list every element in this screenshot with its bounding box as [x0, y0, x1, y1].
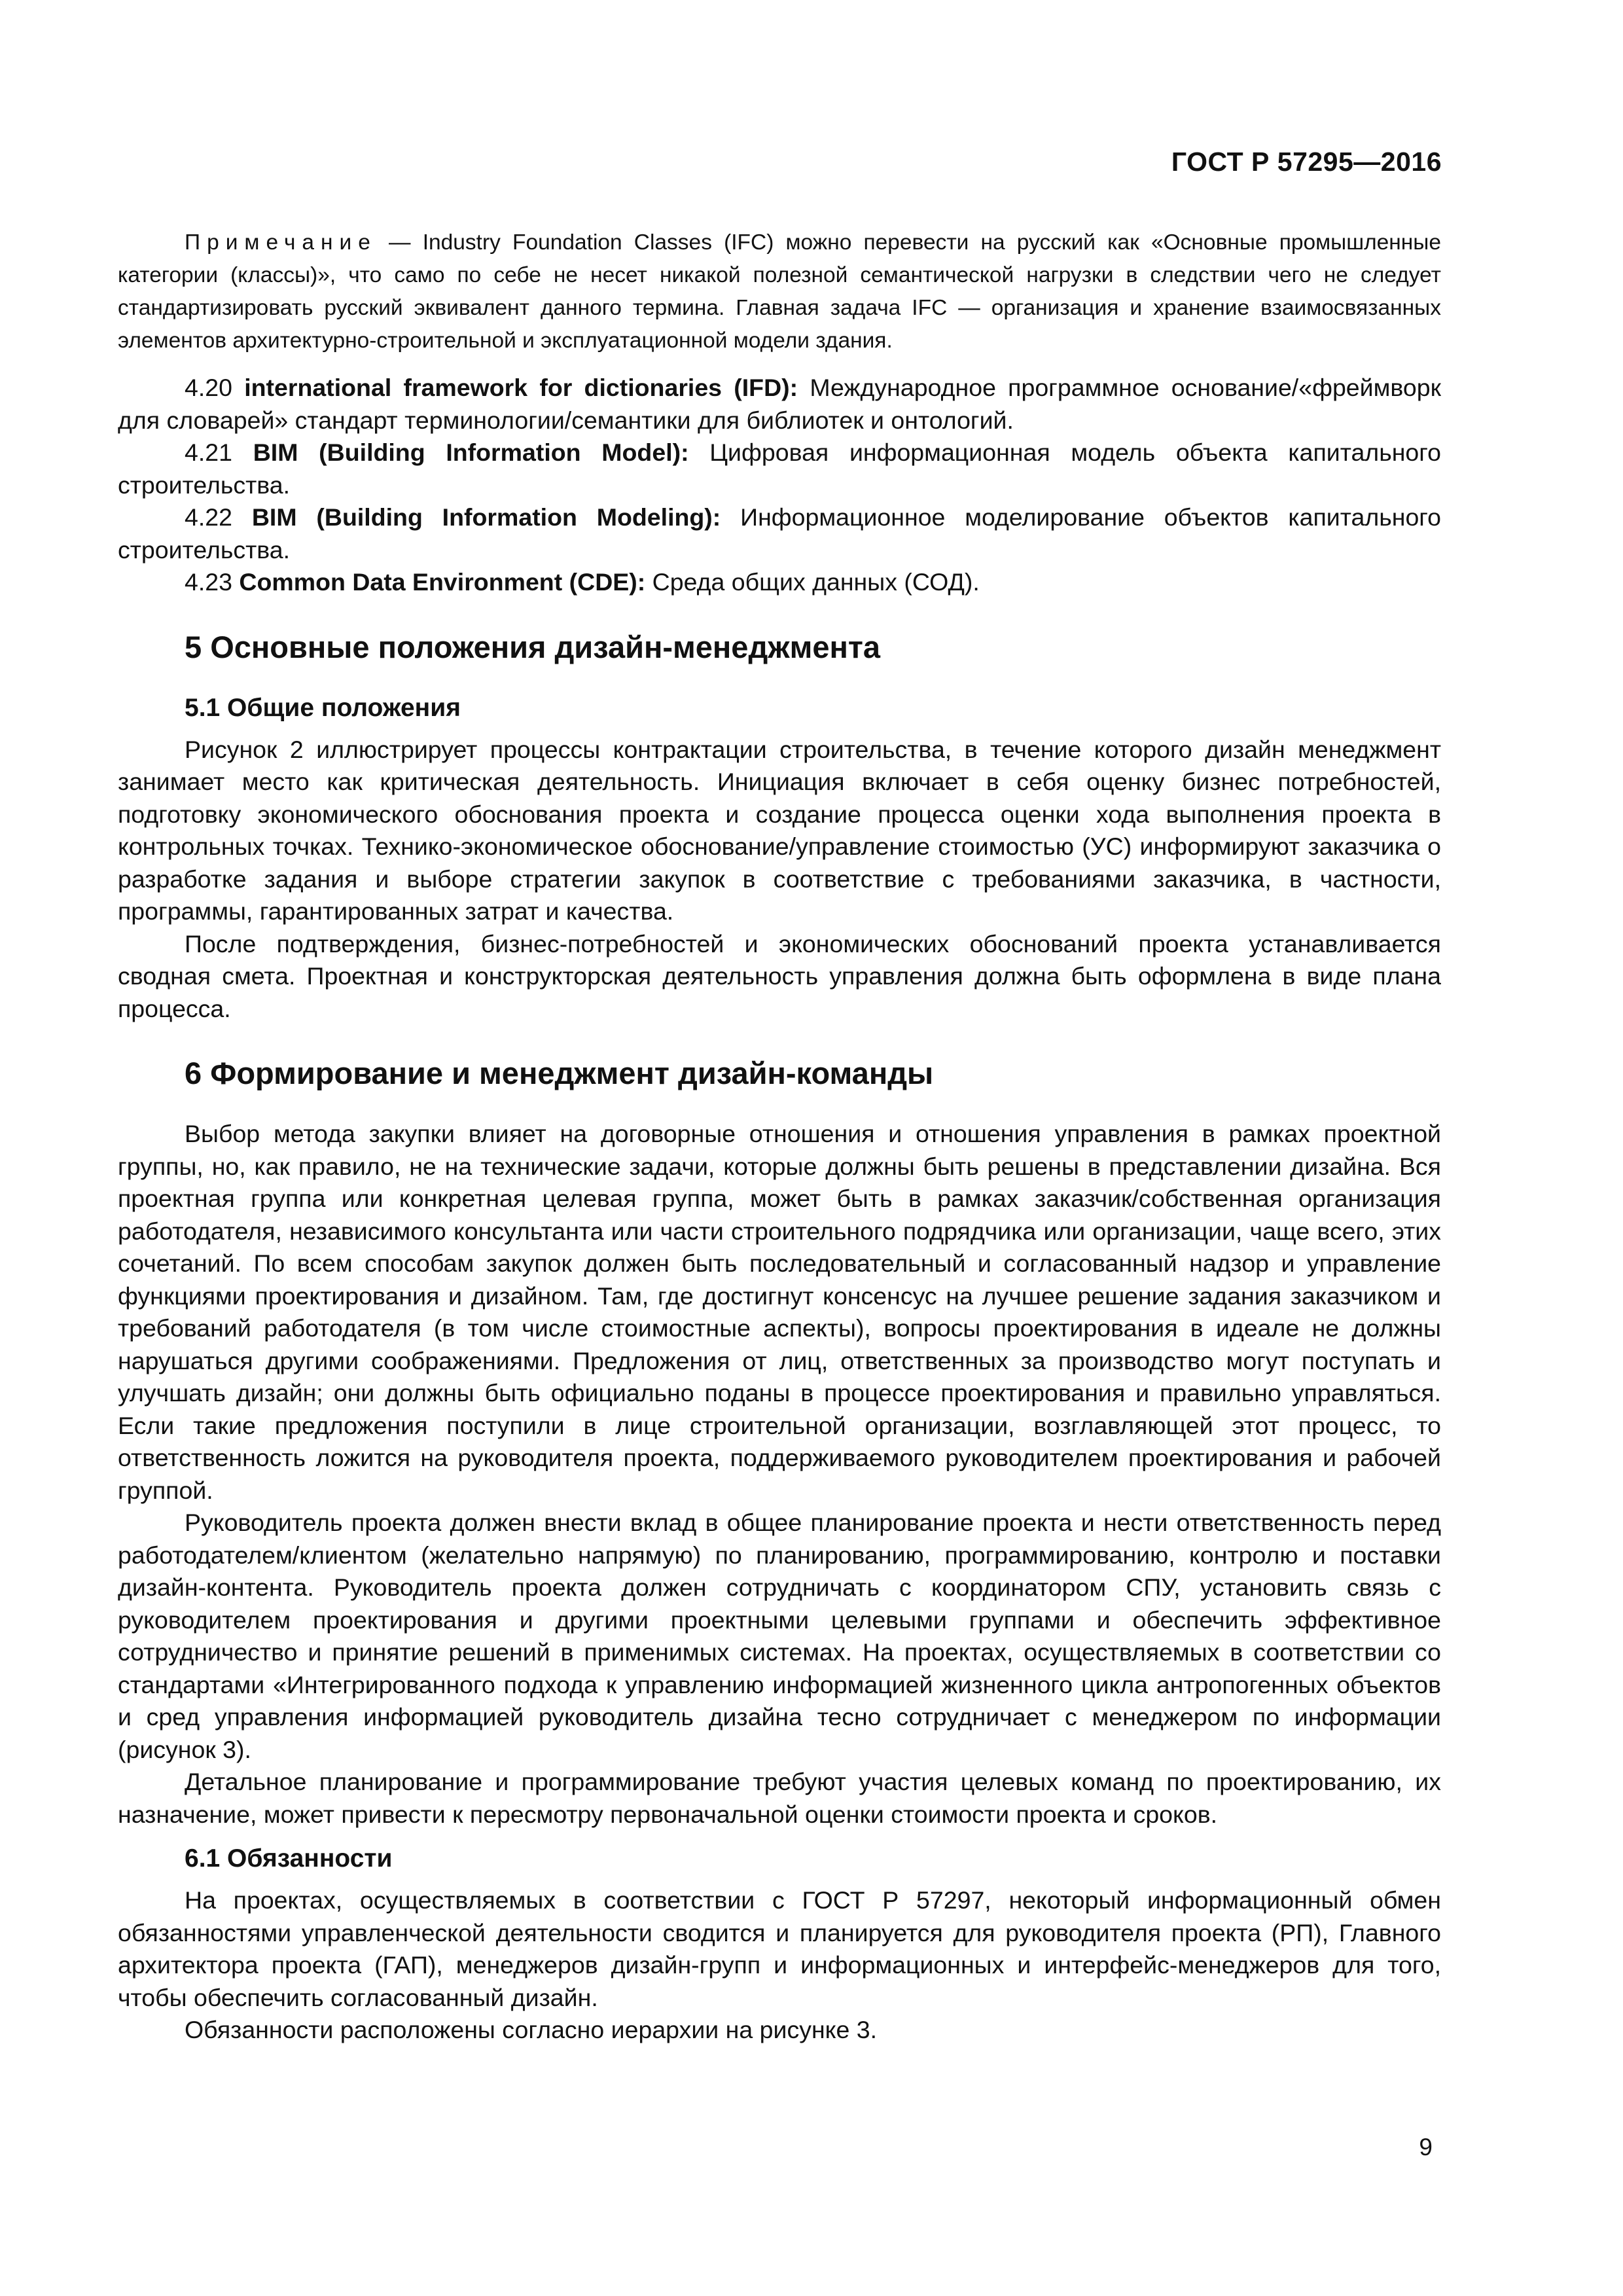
definition-4-23 [118, 566, 1441, 599]
note-paragraph [118, 226, 1441, 357]
definition-text: Информационное моделирование объектов капитального строительства. [118, 503, 1442, 564]
definition-term: Common Data Environment (CDE): [239, 568, 646, 596]
definition-4-21 [118, 437, 1441, 501]
section-5-paragraph: После подтверждения, бизнес-потребностей и экономических обоснований проекта устанавливается сводная смета. Проектная и конструкторская деятельность управления должна быть оформлена в виде плана процесса. [118, 929, 1441, 1022]
section-5-heading: 5 Основные положения дизайн-менеджмента [185, 629, 881, 664]
section-5-1-heading: 5.1 Общие положения [185, 693, 461, 722]
section-6-1-paragraph: На проектах, осуществляемых в соответствии с ГОСТ Р 57297, некоторый информационный обмен обязанностями управленческой деятельности сводится и планируется для руководителя проекта (РП), Главного архитектора проекта (ГАП), менеджеров дизайн-групп и информационных и интерфейс-менеджеров для того, чтобы обеспечить согласованный дизайн. [118, 1886, 1441, 2011]
definition-text: Среда общих данных (СОД). [645, 568, 980, 596]
definition-term: BIM (Building Information Modeling): [251, 503, 721, 531]
section-6-paragraph: Выбор метода закупки влияет на договорные отношения и отношения управления в рамках проектной группы, но, как правило, не на технические задачи, которые должны быть решены в представлении дизайна. Вся проектная группа или конкретная целевая группа, может быть в рамках заказчик/собственная организация работодателя, независимого консультанта или части строительного подрядчика или организации, чаще всего, этих сочетаний. По всем способам закупок должен быть последовательный и согласованный надзор и управление функциями проектирования и дизайном. Там, где достигнут консенсус на лучшее решение задания заказчиком и требований работодателя (в том числе стоимостные аспекты), вопросы проектирования в идеале не должны нарушаться другими соображениями. Предложения от лиц, ответственных за производство могут поступать и улучшать дизайн; они должны быть официально поданы в процессе проектирования и правильно управляться. Если такие предложения поступили в лице строительной организации, возглавляющей этот процесс, то ответственность ложится на руководителя проекта, поддерживаемого руководителем проектирования и рабочей группой. [118, 1120, 1441, 1504]
section-6-1-paragraph: Обязанности расположены согласно иерархии на рисунке 3. [185, 2016, 878, 2043]
definition-term: BIM (Building Information Model): [253, 439, 689, 466]
definition-4-22 [118, 501, 1441, 566]
section-6-1-heading: 6.1 Обязанности [185, 1844, 393, 1873]
section-6-heading: 6 Формирование и менеджмент дизайн-команды [185, 1056, 934, 1090]
definition-text: Международное программное основание/«фреймворк для словарей» стандарт терминологии/семантики для библиотек и онтологий. [118, 374, 1441, 434]
note-label: Примечание [185, 230, 377, 255]
page-content [118, 226, 1441, 2047]
section-6-paragraph: Руководитель проекта должен внести вклад в общее планирование проекта и нести ответственность перед работодателем/клиентом (желательно напрямую) по планированию, программированию, контролю и поставки дизайн-контента. Руководитель проекта должен сотрудничать с координатором СПУ, установить связь с руководителем проектирования и другими проектными целевыми группами и обеспечить эффективное сотрудничество и принятие решений в применимых системах. На проектах, осуществляемых в соответствии со стандартами «Интегрированного подхода к управлению информацией жизненного цикла антропогенных объектов и сред управления информацией руководитель дизайна тесно сотрудничает с менеджером по информации (рисунок 3). [118, 1509, 1441, 1763]
definition-number: 4.23 [185, 568, 240, 596]
definition-term: international framework for dictionaries (IFD): [244, 374, 798, 401]
definition-number: 4.20 [185, 374, 245, 401]
page-number: 9 [1419, 2134, 1433, 2161]
definition-number: 4.22 [185, 503, 252, 531]
definition-4-20 [118, 372, 1441, 437]
section-6-paragraph: Детальное планирование и программирование требуют участия целевых команд по проектированию, их назначение, может привести к пересмотру первоначальной оценки стоимости проекта и сроков. [118, 1768, 1441, 1828]
document-header: ГОСТ Р 57295—2016 [1171, 147, 1442, 177]
note-text: — Industry Foundation Classes (IFC) можно перевести на русский как «Основные промышленные категории (классы)», что само по себе не несет никакой полезной семантической нагрузки в следствии чего не следует стандартизировать русский эквивалент данного термина. Главная задача IFC — организация и хранение взаимосвязанных элементов архитектурно-строительной и эксплуатационной модели здания. [118, 230, 1441, 353]
definition-number: 4.21 [185, 439, 253, 466]
section-5-paragraph: Рисунок 2 иллюстрирует процессы контрактации строительства, в течение которого дизайн менеджмент занимает место как критическая деятельность. Инициация включает в себя оценку бизнес потребностей, подготовку экономического обоснования проекта и создание процесса оценки хода выполнения проекта в контрольных точках. Технико-экономическое обоснование/управление стоимостью (УС) информируют заказчика о разработке задания и выборе стратегии закупок в соответствие с требованиями заказчика, в частности, программы, гарантированных затрат и качества. [118, 735, 1441, 925]
definition-text: Цифровая информационная модель объекта капитального строительства. [118, 439, 1442, 499]
